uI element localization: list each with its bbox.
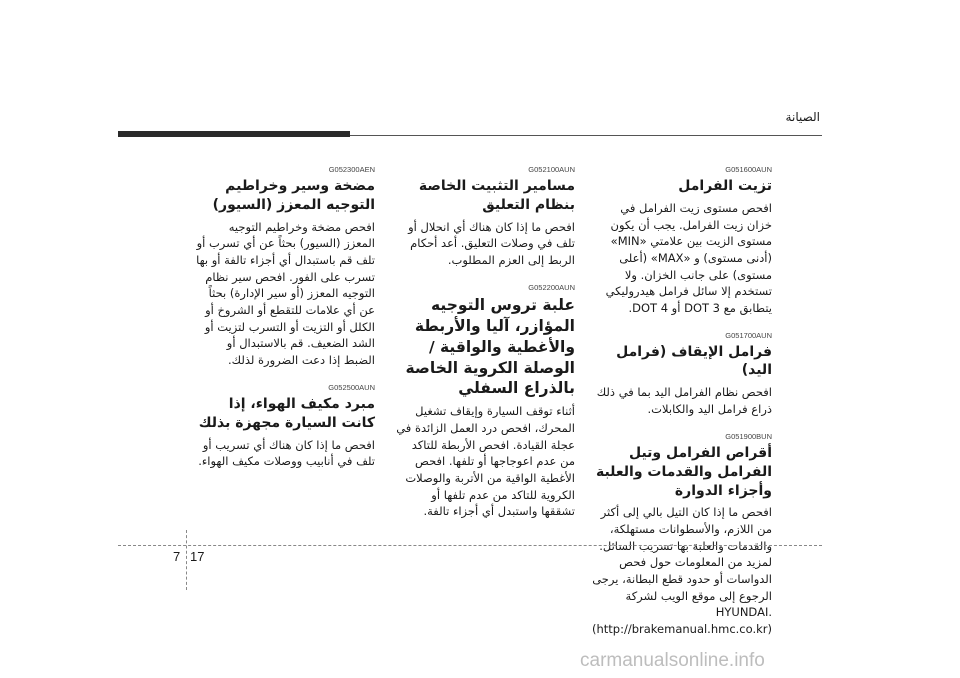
section-brake-discs — [592, 432, 772, 638]
section-code: G051900BUN — [725, 431, 772, 441]
section-heading: تزيت الفرامل — [678, 178, 772, 194]
section-body: افحص نظام الفرامل اليد بما في ذلك ذراع فرامل اليد والكابلات. — [596, 385, 772, 417]
section-parking-brake — [592, 331, 772, 418]
section-heading: علبة تروس التوجيه المؤازر، آليا والأربطة والأغطية والواقية / الوصلة الكروية الخاصة بالذراع السفلي — [405, 295, 575, 398]
section-body: افحص مستوى زيت الفرامل في خزان زيت الفرامل. يجب أن يكون مستوى الزيت بين علامتي «MIN» (أدنى مستوى) و «MAX» (أعلى مستوى) على جانب الخزان. ولا تستخدم إلا سائل فرامل هيدروليكي يتطابق مع DOT 3 أو DOT 4. — [605, 200, 772, 315]
column-3 — [195, 165, 375, 484]
column-2 — [395, 165, 575, 534]
watermark: carmanualsonline.info — [580, 650, 765, 671]
bottom-rule — [118, 545, 822, 546]
column-1 — [592, 165, 772, 652]
section-body: أثناء توقف السيارة وإيقاف تشغيل المحرك، افحص درد العمل الزائدة في عجلة القيادة. افحص الأربطة للتاكد من عدم اعوجاجها أو تلفها. افحص الأغطية الواقية من الأتربة والوصلات الكروية للتاكد من عدم تلفها أو تشققها واستبدل أي أجزاء تالفة. — [396, 404, 575, 519]
header-rule-thin — [350, 135, 822, 136]
section-steering-gear — [395, 283, 575, 520]
section-body: افحص ما إذا كان التيل بالي إلى أكثر من اللازم، والأسطوانات مستهلكة، والقدمات والعلبة بها تسريب السائل. لمزيد من المعلومات حول فحص الدواسات أو حدود قطع البطانة، يرجى الرجوع إلى موقع الويب لشركة HYUNDAI. (http://brakemanual.hmc.co.kr) — [592, 505, 772, 637]
section-body: افحص مضخة وخراطيم التوجيه المعزز (السيور) بحثاً عن أي تسرب أو تلف قم باستبدال أي أجزاء تالفة أو بها تسرب على الفور. افحص سير نظام التوجيه المعزز (أو سير الإدارة) بحثاً عن أي علامات للتقطع أو الشروخ أو الكلل أو التزيت أو التسرب لتزيت أو الشد الضعيف. قم بالاستبدال أو الضبط إذا دعت الضرورة لذلك. — [196, 219, 375, 368]
section-body: افحص ما إذا كان هناك أي انحلال أو تلف في وصلات التعليق. أعد أحكام الربط إلى العزم المطلوب. — [408, 219, 575, 268]
section-brake-fluid — [592, 165, 772, 317]
section-suspension-bolts — [395, 165, 575, 269]
section-ac-refrigerant — [195, 383, 375, 470]
page-number: 17 — [190, 549, 205, 564]
section-code: G051600AUN — [725, 165, 772, 174]
header-title: الصيانة — [785, 110, 820, 124]
section-code: G052300AEN — [328, 165, 375, 174]
section-heading: مضخة وسير وخراطيم التوجيه المعزز (السيور) — [212, 178, 375, 213]
section-code: G052200AUN — [528, 282, 575, 292]
page-section: 7 — [173, 549, 181, 564]
section-power-steering — [195, 165, 375, 369]
section-heading: أقراص الفرامل وتيل الفرامل والقدمات والعلبة وأجزاء الدوارة — [595, 444, 772, 499]
section-body: افحص ما إذا كان هناك أي تسريب أو تلف في أنابيب ووصلات مكيف الهواء. — [198, 437, 375, 469]
section-heading: فرامل الإيقاف (فرامل اليد) — [616, 343, 772, 379]
section-code: G052100AUN — [528, 165, 575, 174]
header-rule-thick — [118, 131, 350, 137]
section-heading: مبرد مكيف الهواء، إذا كانت السيارة مجهزة بذلك — [198, 395, 375, 431]
section-code: G051700AUN — [725, 330, 772, 340]
section-heading: مسامير التثبيت الخاصة بنظام التعليق — [418, 178, 575, 213]
section-code: G052500AUN — [328, 382, 375, 392]
vertical-rule — [186, 530, 187, 590]
